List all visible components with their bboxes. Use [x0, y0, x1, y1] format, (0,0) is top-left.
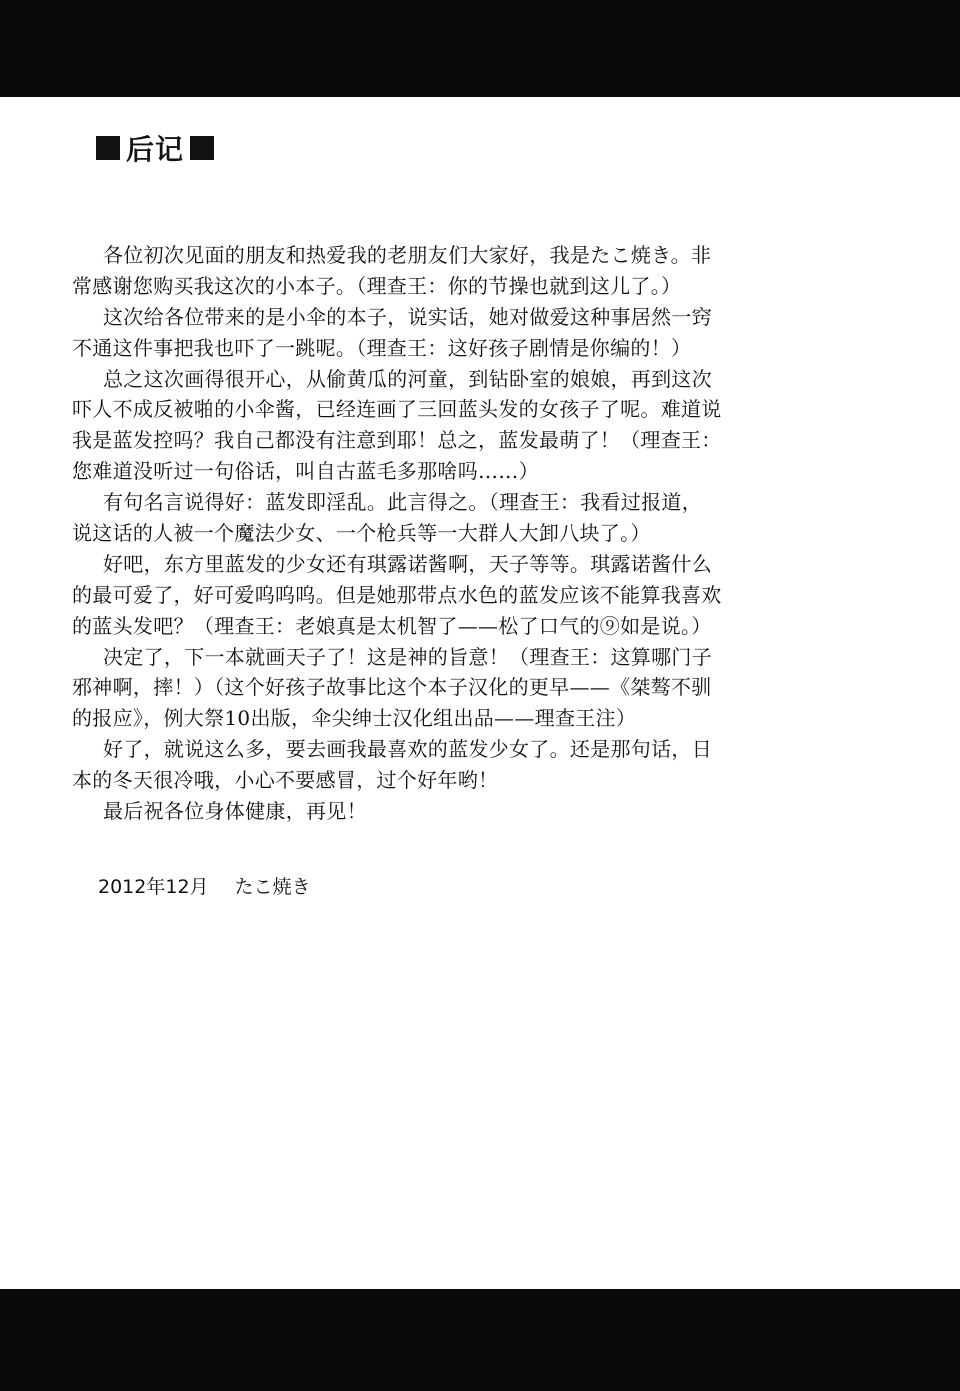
body-line: 邪神啊，摔！）（这个好孩子故事比这个本子汉化的更早——《桀骜不驯 — [72, 675, 712, 700]
signature-author: たこ焼き — [234, 876, 311, 898]
body-line: 好了，就说这么多，要去画我最喜欢的蓝发少女了。还是那句话，日 — [103, 737, 712, 762]
body-line: 说这话的人被一个魔法少女、一个枪兵等一大群人大卸八块了。） — [72, 521, 651, 546]
afterword-heading — [96, 128, 214, 168]
body-line: 我是蓝发控吗？我自己都没有注意到耶！总之，蓝发最萌了！（理查王： — [72, 428, 722, 453]
signature-date: 2012年12月 — [98, 876, 209, 898]
signature — [98, 872, 311, 899]
black-square-icon — [96, 136, 120, 160]
body-line: 常感谢您购买我这次的小本子。（理查王：你的节操也就到这儿了。） — [72, 273, 682, 298]
body-line: 这次给各位带来的是小伞的本子，说实话，她对做爱这种事居然一窍 — [103, 304, 712, 329]
heading-title: 后记 — [126, 133, 185, 166]
body-line: 您难道没听过一句俗话，叫自古蓝毛多那啥吗……） — [72, 459, 539, 484]
body-line: 吓人不成反被啪的小伞酱，已经连画了三回蓝头发的女孩子了呢。难道说 — [72, 397, 722, 422]
body-line: 各位初次见面的朋友和热爱我的老朋友们大家好，我是たこ焼き。非 — [103, 243, 712, 267]
body-line: 的蓝头发吧？（理查王：老娘真是太机智了——松了口气的⑨如是说。） — [72, 613, 712, 638]
bottom-black-band — [0, 1289, 960, 1391]
black-square-icon — [190, 136, 214, 160]
body-line: 好吧，东方里蓝发的少女还有琪露诺酱啊，天子等等。琪露诺酱什么 — [103, 551, 712, 576]
afterword-body — [72, 240, 918, 827]
body-line: 总之这次画得很开心，从偷黄瓜的河童，到钻卧室的娘娘，再到这次 — [103, 366, 712, 391]
body-line: 的报应》，例大祭10出版，伞尖绅士汉化组出品——理查王注） — [72, 706, 637, 731]
body-line: 决定了，下一本就画天子了！这是神的旨意！（理查王：这算哪门子 — [103, 644, 712, 669]
top-black-band — [0, 0, 960, 97]
body-line: 本的冬天很冷哦，小心不要感冒，过个好年哟！ — [72, 768, 499, 793]
body-line: 不通这件事把我也吓了一跳呢。（理查王：这好孩子剧情是你编的！） — [72, 335, 692, 360]
body-line: 有句名言说得好：蓝发即淫乱。此言得之。（理查王：我看过报道， — [103, 490, 702, 515]
body-line: 最后祝各位身体健康，再见！ — [103, 799, 367, 824]
body-line: 的最可爱了，好可爱呜呜呜。但是她那带点水色的蓝发应该不能算我喜欢 — [72, 582, 722, 607]
